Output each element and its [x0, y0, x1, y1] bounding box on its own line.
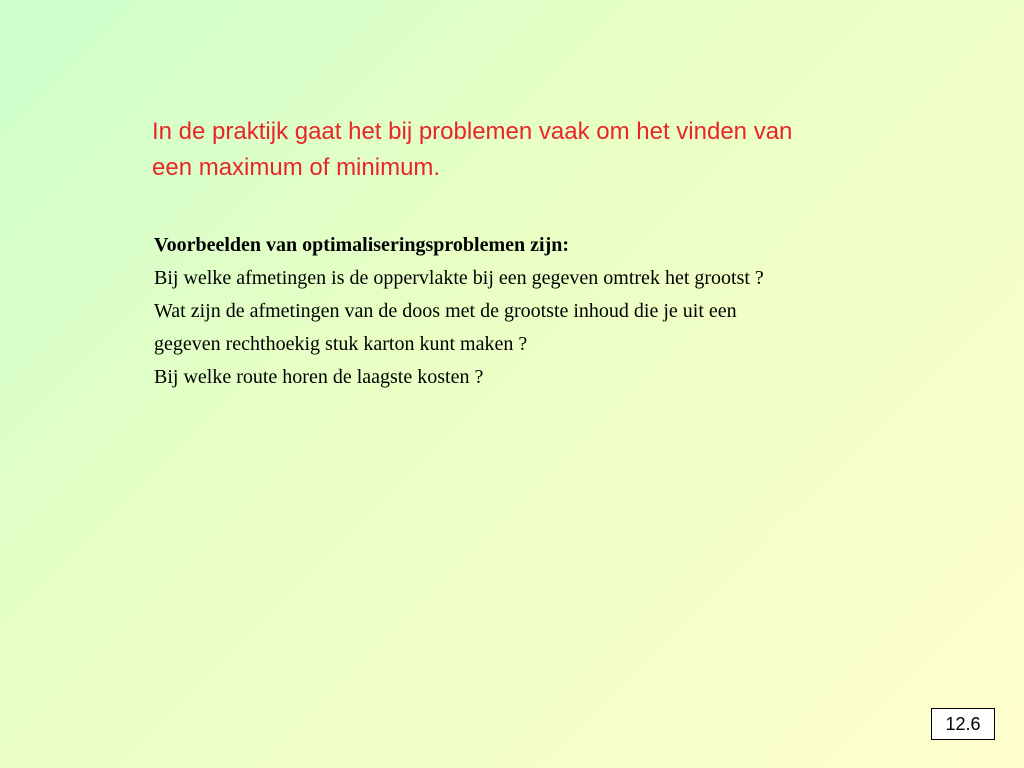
example-line: Bij welke route horen de laagste kosten ?: [154, 366, 484, 388]
intro-line-1: In de praktijk gaat het bij problemen vaak om het vinden van: [152, 118, 793, 145]
intro-text: [152, 114, 932, 186]
examples-heading: Voorbeelden van optimaliseringsproblemen zijn:: [154, 234, 570, 256]
example-line: Wat zijn de afmetingen van de doos met de grootste inhoud die je uit een: [154, 300, 737, 322]
intro-line-2: een maximum of minimum.: [152, 154, 441, 181]
example-line: gegeven rechthoekig stuk karton kunt maken ?: [154, 333, 528, 355]
examples-block: [154, 229, 954, 394]
example-line: Bij welke afmetingen is de oppervlakte bij een gegeven omtrek het grootst ?: [154, 267, 764, 289]
page-number-box: 12.6: [931, 708, 995, 740]
